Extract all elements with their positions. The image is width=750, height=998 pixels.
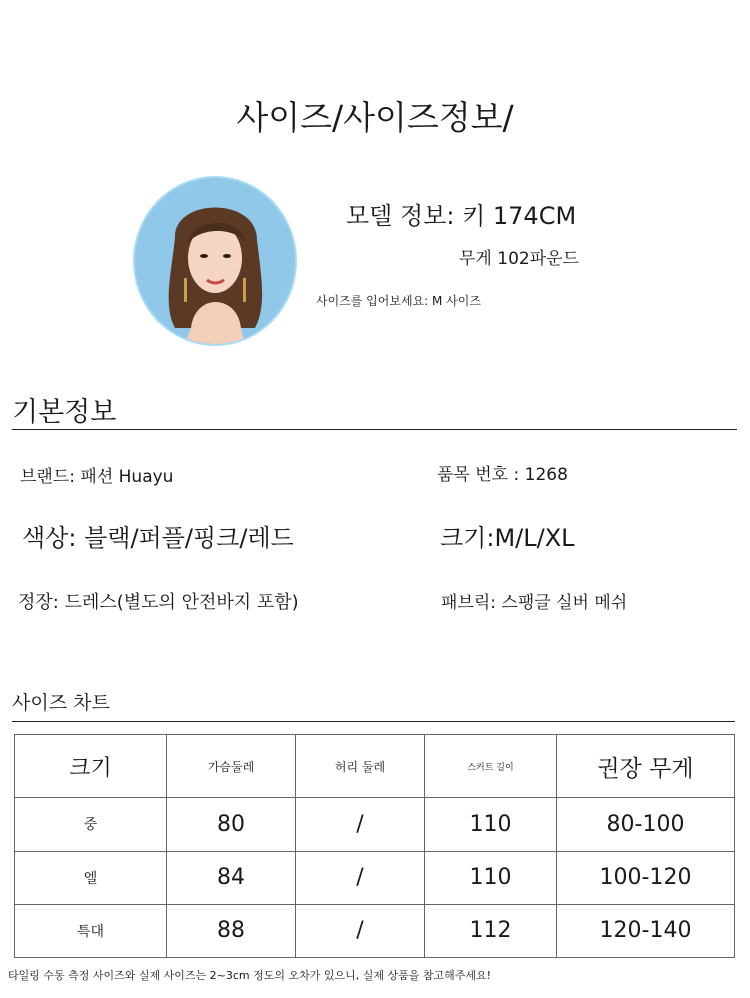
table-header-row	[15, 735, 735, 798]
header-waist: 허리 둘레	[296, 735, 425, 798]
header-size: 크기	[15, 735, 167, 798]
cell-size: 엘	[15, 851, 167, 904]
model-size-worn: 사이즈를 입어보세요: M 사이즈	[316, 294, 481, 308]
cell-weight: 120-140	[557, 904, 735, 957]
header-bust: 가슴둘레	[167, 735, 296, 798]
basic-info-title: 기본정보	[12, 397, 117, 428]
model-portrait-image	[135, 178, 295, 344]
model-weight: 무게 102파운드	[459, 249, 579, 269]
table-row	[15, 904, 735, 957]
model-height: 모델 정보: 키 174CM	[346, 202, 577, 230]
model-photo	[133, 176, 297, 346]
header-recommended-weight: 권장 무게	[557, 735, 735, 798]
cell-skirt-length: 112	[425, 904, 557, 957]
brand-text: 브랜드: 패션 Huayu	[20, 467, 174, 487]
cell-size: 중	[15, 798, 167, 851]
cell-bust: 88	[167, 904, 296, 957]
cell-skirt-length: 110	[425, 798, 557, 851]
size-chart-divider	[12, 721, 735, 722]
colors-text: 색상: 블랙/퍼플/핑크/레드	[22, 524, 294, 552]
header-skirt-length: 스커트 길이	[425, 735, 557, 798]
basic-info-divider	[12, 429, 737, 430]
cell-waist: /	[296, 798, 425, 851]
footer-note: 타일링 수동 측정 사이즈와 실제 사이즈는 2~3cm 정도의 오차가 있으니, 실제 상품을 참고해주세요!	[8, 969, 492, 982]
size-chart-title: 사이즈 차트	[12, 692, 110, 714]
page-title: 사이즈/사이즈정보/	[236, 98, 514, 137]
cell-waist: /	[296, 851, 425, 904]
table-row	[15, 851, 735, 904]
cell-waist: /	[296, 904, 425, 957]
cell-bust: 84	[167, 851, 296, 904]
item-number-text: 품목 번호 : 1268	[437, 465, 568, 485]
style-text: 정장: 드레스(별도의 안전바지 포함)	[18, 592, 299, 613]
fabric-text: 패브릭: 스팽글 실버 메쉬	[441, 593, 628, 613]
cell-weight: 80-100	[557, 798, 735, 851]
cell-skirt-length: 110	[425, 851, 557, 904]
cell-size: 특대	[15, 904, 167, 957]
table-row	[15, 798, 735, 851]
size-chart-table	[14, 734, 735, 958]
cell-weight: 100-120	[557, 851, 735, 904]
sizes-text: 크기:M/L/XL	[440, 524, 575, 552]
cell-bust: 80	[167, 798, 296, 851]
